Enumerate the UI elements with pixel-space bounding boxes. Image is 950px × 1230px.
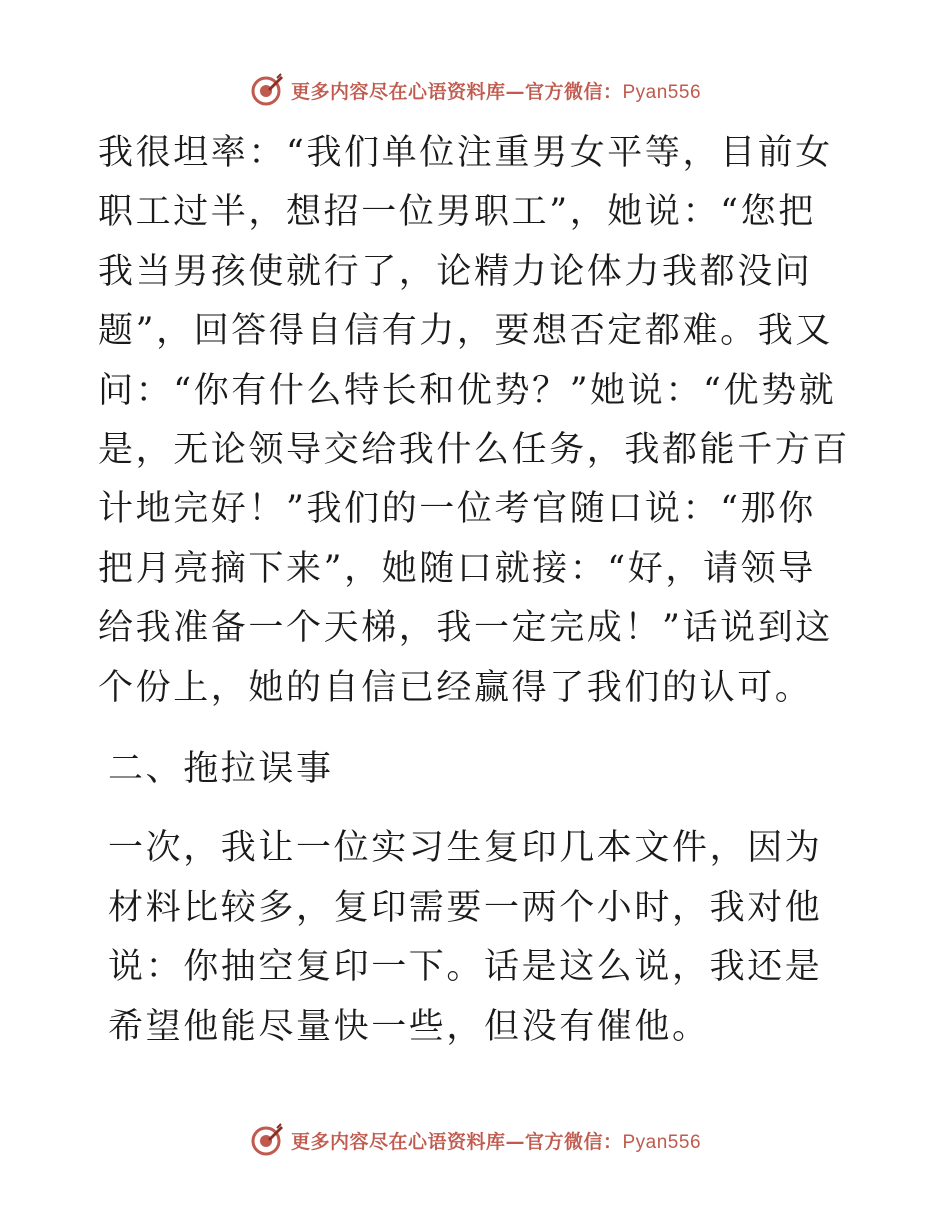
footer-watermark-text: 更多内容尽在心语资料库—官方微信：Pyan556 <box>290 1130 702 1153</box>
header-watermark <box>0 70 950 110</box>
pen-logo-icon <box>249 72 285 108</box>
pen-logo-icon <box>249 1122 285 1158</box>
header-watermark-text: 更多内容尽在心语资料库—官方微信：Pyan556 <box>290 80 702 103</box>
document-body <box>98 124 850 1057</box>
footer-wechat-id: Pyan556 <box>622 1131 702 1153</box>
paragraph-2: 一次，我让一位实习生复印几本文件，因为材料比较多，复印需要一两个小时，我对他说：你抽空复印一下。话是这么说，我还是希望他能尽量快一些，但没有催他。 <box>108 828 823 1047</box>
section-heading: 二、拖拉误事 <box>108 749 334 790</box>
footer-watermark <box>0 1120 950 1160</box>
paragraph-1: 我很坦率：“我们单位注重男女平等，目前女职工过半，想招一位男职工”，她说：“您把我当男孩使就行了，论精力论体力我都没问题”，回答得自信有力，要想否定都难。我又问：“你有什么特长和优势？”她说：“优势就是，无论领导交给我什么任务，我都能千方百计地完好！”我们的一位考官随口说：“那你把月亮摘下来”，她随口就接：“好，请领导给我准备一个天梯，我一定完成！”话说到这个份上，她的自信已经赢得了我们的认可。 <box>98 133 851 708</box>
header-wechat-id: Pyan556 <box>622 81 702 103</box>
